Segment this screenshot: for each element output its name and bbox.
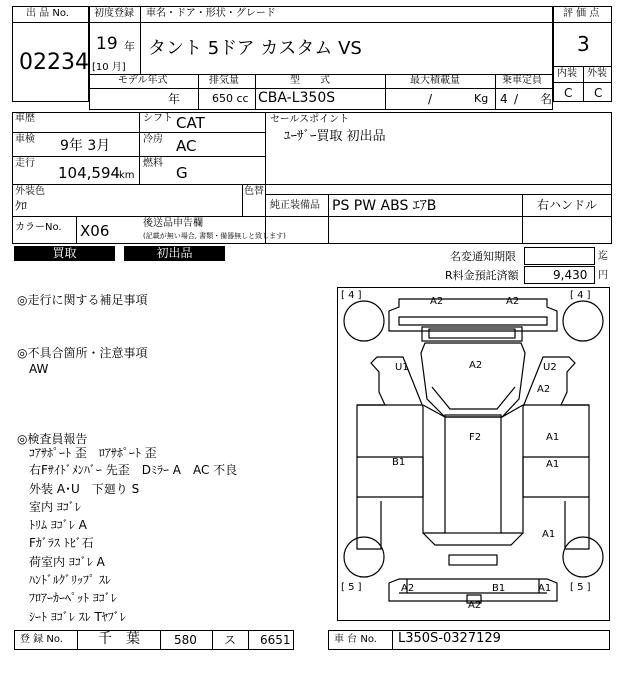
reg-month: [10 月] <box>92 62 126 73</box>
recolor-label: 色替 <box>244 186 264 197</box>
car-label: 車名・ドア・形状・グレード <box>146 8 276 19</box>
inspector-line: 外装 A･U 下廻り S <box>29 482 140 496</box>
corner-tr: [ 4 ] <box>570 290 591 301</box>
fuel-label: 燃料 <box>143 158 163 169</box>
plate-label: 登 録 No. <box>20 634 63 645</box>
shift-value: CAT <box>176 114 205 132</box>
inspector-line: ｺｱｻﾎﾟｰﾄ 歪 ﾛｱｻﾎﾟｰﾄ 歪 <box>29 446 157 460</box>
supplement-title: ◎走行に関する補足事項 <box>17 293 148 307</box>
color-no-value: X06 <box>80 222 110 240</box>
inspection-value: 9年 3月 <box>60 138 111 154</box>
damage-mark: U2 <box>543 362 557 373</box>
car-name: タント 5ドア カスタム VS <box>148 38 362 59</box>
reg-label: 初度登録 <box>94 8 134 19</box>
inspector-line: 右Fｻｲﾄﾞﾒﾝﾊﾞｰ 先歪 Dﾐﾗｰ A AC 不良 <box>29 463 238 477</box>
name-change-box <box>524 247 595 265</box>
damage-mark: A2 <box>537 384 551 395</box>
plate-region: 千 葉 <box>98 631 140 647</box>
score-value: 3 <box>577 32 590 56</box>
damage-mark: F2 <box>469 432 482 443</box>
max-load-unit: Kg <box>474 92 489 105</box>
damage-mark: U1 <box>395 362 409 373</box>
inspector-line: 荷室内 ﾖｺﾞﾚ A <box>29 555 105 569</box>
recycle-value: 9,430 <box>553 268 588 282</box>
type-label: 型 式 <box>290 75 330 86</box>
interior-value: C <box>564 86 573 100</box>
shift-label: シフト <box>143 113 173 124</box>
plate-kana: ス <box>224 633 237 647</box>
model-year-unit: 年 <box>168 92 181 106</box>
inspector-line: ﾊﾝﾄﾞﾙｸﾞﾘｯﾌﾟ ｽﾚ <box>29 573 111 587</box>
history-label: 車歴 <box>15 113 35 124</box>
damage-mark: A1 <box>546 459 560 470</box>
exterior-label: 外装 <box>587 68 607 79</box>
tag-buyback: 買取 <box>14 246 115 261</box>
capacity: 4 <box>500 92 508 106</box>
recycle-label: R料金預託済額 <box>445 269 519 282</box>
inspector-line: ﾌﾛｱｰｶｰﾍﾟｯﾄ ﾖｺﾞﾚ <box>29 591 117 605</box>
damage-mark: A1 <box>546 432 560 443</box>
later-doc-label: 後送品申告欄 <box>143 218 203 229</box>
ac-value: AC <box>176 137 197 155</box>
lot-label: 出 品 No. <box>26 8 69 19</box>
damage-mark: A2 <box>468 600 482 611</box>
ext-color-label: 外装色 <box>15 186 45 197</box>
inspector-line: Fｶﾞﾗｽ ﾄﾋﾞ石 <box>29 536 94 550</box>
plate-number: 6651 <box>260 633 291 647</box>
max-load-label: 最大積載量 <box>410 75 460 86</box>
displacement: 650 cc <box>212 92 249 105</box>
mileage-value: 104,594 <box>58 164 121 182</box>
type-value: CBA-L350S <box>258 90 336 106</box>
damage-mark: A2 <box>401 583 415 594</box>
damage-mark: A1 <box>542 529 556 540</box>
tag-first-listing: 初出品 <box>124 246 225 261</box>
inspector-title: ◎検査員報告 <box>17 432 88 446</box>
fuel-value: G <box>176 164 188 182</box>
chassis-label: 車 台 No. <box>334 634 377 645</box>
equipment-value: PS PW ABS ｴｱB <box>332 198 437 214</box>
corner-bl: [ 5 ] <box>341 582 362 593</box>
exterior-value: C <box>594 86 603 100</box>
corner-br: [ 5 ] <box>570 582 591 593</box>
damage-mark: B1 <box>492 583 506 594</box>
ext-color-value: ｸﾛ <box>15 199 28 213</box>
defects-title: ◎不具合箇所・注意事項 <box>17 346 148 360</box>
name-change-unit: 迄 <box>598 251 608 262</box>
corner-tl: [ 4 ] <box>341 290 362 301</box>
mileage-unit: km <box>119 170 135 181</box>
plate-class: 580 <box>174 633 197 647</box>
mileage-label: 走行 <box>15 158 35 169</box>
score-label: 評 価 点 <box>563 8 600 19</box>
inspector-line: 室内 ﾖｺﾞﾚ <box>29 500 81 514</box>
inspector-line: ｼｰﾄ ﾖｺﾞﾚ ｽﾚ Tﾔﾌﾞﾚ <box>29 610 126 624</box>
reg-year-unit: 年 <box>124 40 135 53</box>
sales-point: ﾕｰｻﾞｰ買取 初出品 <box>284 129 386 144</box>
displacement-label: 排気量 <box>209 75 239 86</box>
defects-value: AW <box>29 362 49 376</box>
color-no-label: カラーNo. <box>15 222 62 233</box>
ac-label: 冷房 <box>143 134 163 145</box>
equipment-label: 純正装備品 <box>270 200 320 211</box>
reg-year: 19 <box>96 34 118 54</box>
damage-mark: A2 <box>506 296 520 307</box>
inspector-line: ﾄﾘﾑ ﾖｺﾞﾚ A <box>29 518 87 532</box>
inspection-label: 車検 <box>15 134 35 145</box>
damage-mark: B1 <box>392 457 406 468</box>
damage-mark: A2 <box>430 296 444 307</box>
capacity-label: 乗車定員 <box>502 75 542 86</box>
damage-mark: A1 <box>538 583 552 594</box>
max-load: / <box>428 92 433 106</box>
model-year-label: モデル年式 <box>118 75 168 86</box>
lot-number: 02234 <box>19 50 89 75</box>
capacity-unit: 名 <box>540 92 553 106</box>
capacity-sep: / <box>514 92 519 106</box>
damage-mark: A2 <box>469 360 483 371</box>
recycle-unit: 円 <box>598 270 608 281</box>
sales-point-label: セールスポイント <box>270 114 350 125</box>
later-doc-note: (記載が無い場合, 書類・備器無しと致します) <box>143 232 286 240</box>
name-change-label: 名変通知期限 <box>450 250 516 263</box>
steering-value: 右ハンドル <box>537 198 598 212</box>
chassis-value: L350S-0327129 <box>398 631 501 646</box>
interior-label: 内装 <box>557 68 577 79</box>
car-diagram-svg <box>337 287 610 621</box>
